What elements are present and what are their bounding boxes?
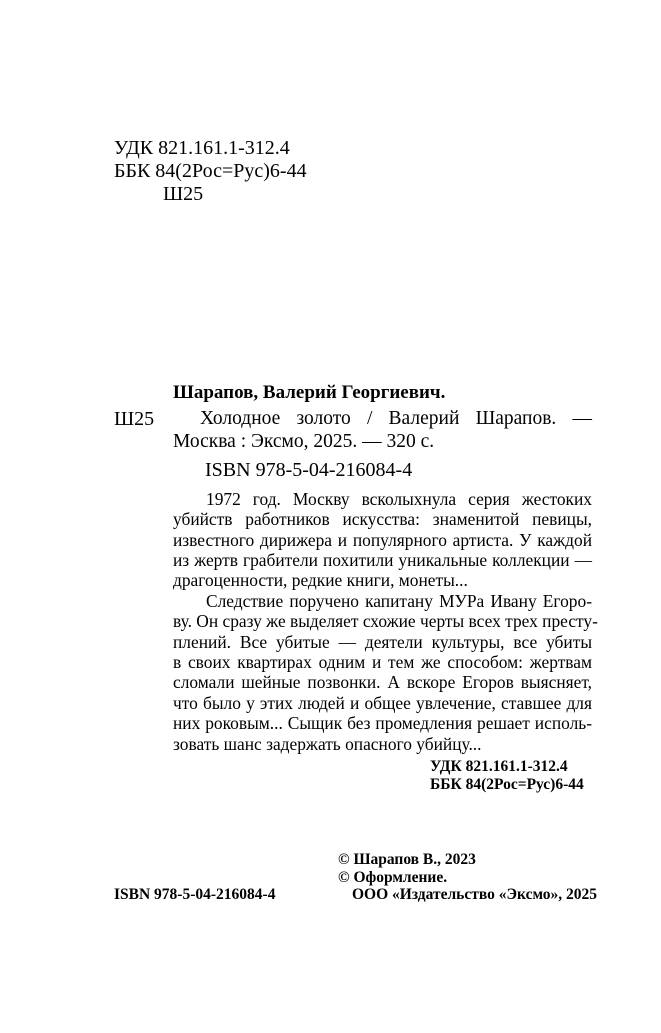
copyright-publisher: ООО «Издательство «Эксмо», 2025 — [352, 886, 598, 903]
annotation-line: сломали шейные позвонки. А вскоре Егоров выясняет, — [173, 672, 592, 692]
record-isbn: ISBN 978-5-04-216084-4 — [205, 459, 413, 481]
annotation-line: в своих квартирах одним и тем же способом: жертвам — [173, 652, 592, 672]
copyright-author: © Шарапов В., 2023 — [338, 851, 476, 868]
record-title: Холодное золото / Валерий Шарапов. — — [200, 408, 592, 429]
annotation-line: драгоценности, редкие книги, монеты... — [173, 570, 468, 590]
author-mark: Ш25 — [163, 183, 204, 205]
bbk-code: ББК 84(2Рос=Рус)6-44 — [114, 160, 307, 182]
annotation-line: ву. Он сразу же выделяет схожие черты всех трех престу- — [173, 611, 598, 631]
footer-isbn: ISBN 978-5-04-216084-4 — [114, 886, 276, 903]
annotation-line: что было у этих людей и общее увлечение, ставшее для — [173, 693, 592, 713]
annotation-line: известного дирижера и популярного артиста. У каждой — [173, 530, 592, 550]
copyright-design: © Оформление. — [338, 869, 448, 886]
annotation-line: убийств работников искусства: знаменитой певицы, — [173, 509, 592, 529]
record-publication: Москва : Эксмо, 2025. — 320 с. — [173, 431, 435, 452]
annotation-line: из жертв грабители похитили уникальные коллекции — — [173, 550, 592, 570]
annotation-line: зовать шанс задержать опасного убийцу... — [173, 734, 482, 754]
annotation-line: 1972 год. Москву всколыхнула серия жестоких — [206, 489, 592, 509]
annotation-line: плений. Все убитые — деятели культуры, все убиты — [173, 632, 592, 652]
annotation-line: них роковым... Сыщик без промедления решает исполь- — [173, 713, 592, 733]
record-author: Шарапов, Валерий Георгиевич. — [173, 382, 446, 403]
udk-code: УДК 821.161.1-312.4 — [114, 137, 290, 159]
annotation-line: Следствие поручено капитану МУРа Ивану Егоро- — [206, 591, 592, 611]
record-author-mark: Ш25 — [114, 408, 155, 430]
footer-udk: УДК 821.161.1-312.4 — [430, 758, 568, 775]
footer-bbk: ББК 84(2Рос=Рус)6-44 — [430, 776, 584, 793]
